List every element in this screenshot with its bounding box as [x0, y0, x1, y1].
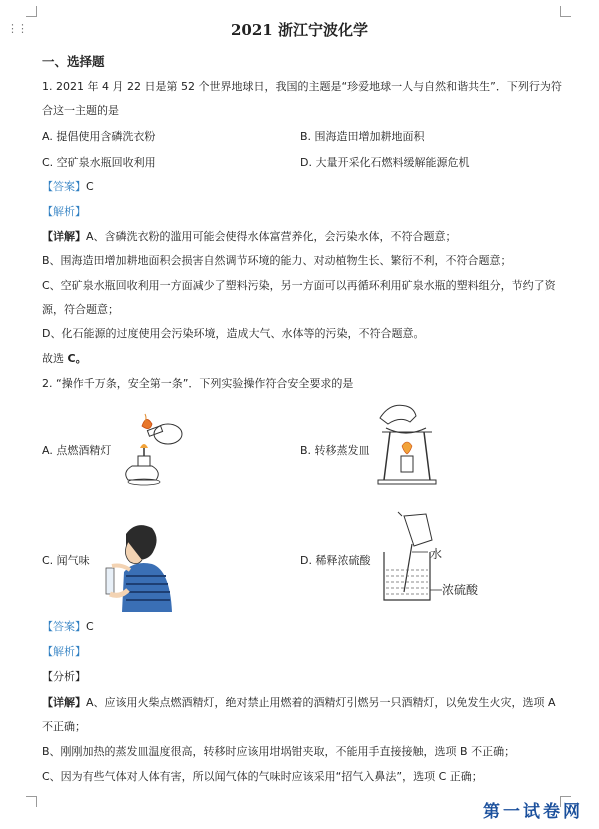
alcohol-lamp-lighting-figure — [110, 404, 190, 488]
q2-detail-a-line1: 【详解】A、应该用火柴点燃酒精灯，绝对禁止用燃着的酒精灯引燃另一只酒精灯，以免发生火灾，选项 A — [42, 696, 556, 709]
q2-fenxi-tag: 【分析】 — [42, 670, 86, 683]
evaporating-dish-figure — [372, 398, 442, 494]
q2-option-d: D. 稀释浓硫酸 — [300, 554, 371, 567]
q1-conclusion: 故选 C。 — [42, 352, 87, 365]
q2-answer: 【答案】C — [42, 620, 94, 633]
q1-stem-line2: 合这一主题的是 — [42, 104, 119, 117]
q1-answer — [42, 180, 94, 194]
q1-detail-c-line2: 源，符合题意； — [42, 303, 119, 316]
q1-detail-a: 【详解】A、含磷洗衣粉的滥用可能会使得水体富营养化，会污染水体，不符合题意； — [42, 230, 457, 243]
q1-stem-line1: 1. 2021 年 4 月 22 日是第 52 个世界地球日，我国的主题是“珍爱地球一人与自然和谐共生”．下列行为符 — [42, 80, 562, 93]
water-label: 水 — [430, 547, 443, 561]
q2-stem: 2. “操作千万条，安全第一条”．下列实验操作符合安全要求的是 — [42, 377, 354, 390]
q2-detail-b: B、刚刚加热的蒸发皿温度很高，转移时应该用坩埚钳夹取，不能用手直接接触，选项 B 不正确； — [42, 745, 516, 758]
dilution-beakers-figure — [382, 508, 502, 608]
answer-value: C — [86, 180, 94, 193]
site-watermark: 第一试卷网 — [483, 802, 583, 822]
crop-mark-top-right — [560, 6, 571, 17]
page-title: 2021 浙江宁波化学 — [231, 21, 368, 39]
q2-option-c: C. 闻气味 — [42, 554, 90, 567]
q1-detail-d: D、化石能源的过度使用会污染环境，造成大气、水体等的污染，不符合题意。 — [42, 327, 425, 340]
q1-option-b: B. 围海造田增加耕地面积 — [300, 130, 425, 143]
answer-tag: 【答案】 — [42, 180, 86, 193]
q1-detail-c-line1: C、空矿泉水瓶回收利用一方面减少了塑料污染，另一方面可以再循环利用矿泉水瓶的塑料组分，节约了资 — [42, 279, 556, 292]
acid-label: 浓硫酸 — [442, 583, 479, 597]
q1-analysis-tag: 【解析】 — [42, 205, 86, 218]
q1-option-d: D. 大量开采化石燃料缓解能源危机 — [300, 156, 470, 169]
drag-handle-icon[interactable]: ⋮⋮ — [7, 22, 27, 35]
detail-tag: 【详解】 — [42, 230, 86, 243]
student-smelling-figure — [96, 516, 176, 612]
q2-option-a: A. 点燃酒精灯 — [42, 444, 112, 457]
q1-detail-b: B、围海造田增加耕地面积会损害自然调节环境的能力、对动植物生长、繁衍不利，不符合题意； — [42, 254, 512, 267]
q2-analysis-tag: 【解析】 — [42, 645, 86, 658]
q2-detail-c: C、因为有些气体对人体有害，所以闻气体的气味时应该采用“招气入鼻法”，选项 C 正确； — [42, 770, 483, 783]
q1-option-c: C. 空矿泉水瓶回收利用 — [42, 156, 156, 169]
q2-option-b: B. 转移蒸发皿 — [300, 444, 370, 457]
crop-mark-top-left — [26, 6, 37, 17]
q1-option-a: A. 提倡使用含磷洗衣粉 — [42, 130, 156, 143]
crop-mark-bottom-left — [26, 796, 37, 807]
section-heading: 一、选择题 — [42, 54, 105, 69]
q2-detail-a-line2: 不正确； — [42, 720, 86, 733]
